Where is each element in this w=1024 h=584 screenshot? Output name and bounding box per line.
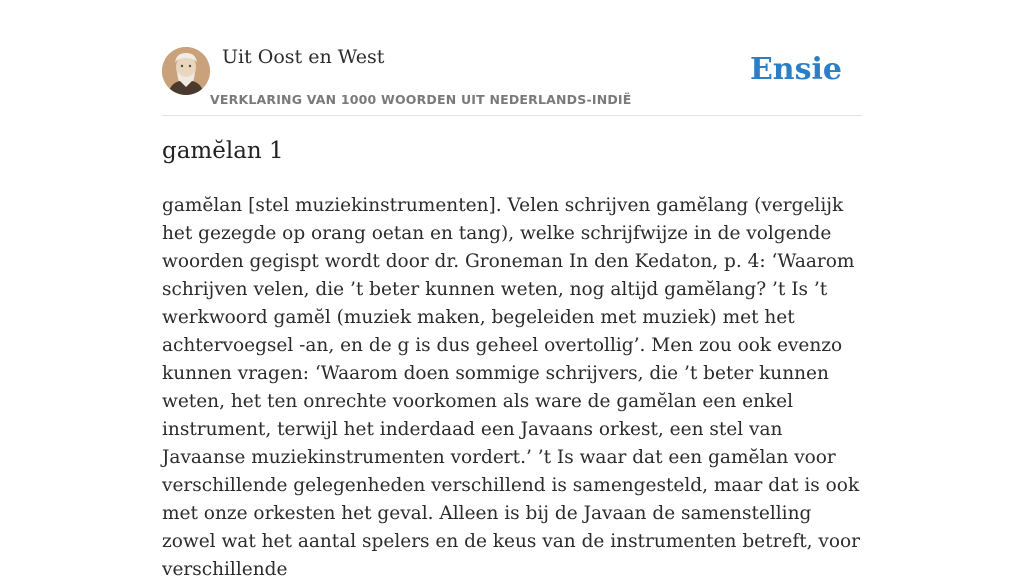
site-subtitle: VERKLARING VAN 1000 WOORDEN UIT NEDERLANDS-INDIË (210, 92, 632, 107)
site-title[interactable]: Uit Oost en West (222, 46, 385, 68)
entry-title: gamĕlan 1 (162, 138, 284, 164)
author-portrait-icon[interactable] (162, 47, 210, 95)
brand-logo[interactable]: Ensie (749, 52, 842, 87)
entry-body: gamĕlan [stel muziekinstrumenten]. Velen schrijven gamĕlang (vergelijk het gezegde op orang oetan en tang), welke schrijfwijze in de volgende woorden gegispt wordt door dr. Groneman In den Kedaton, p. 4: ‘Waarom schrijven velen, die ’t beter kunnen weten, nog altijd gamĕlang? ’t Is ’t werkwoord gamĕl (muziek maken, begeleiden met muziek) met het achtervoegsel -an, en de g is dus geheel overtollig’. Men zou ook evenzo kunnen vragen: ‘Waarom doen sommige schrijvers, die ’t beter kunnen weten, het ten onrechte voorkomen als ware de gamĕlan een enkel instrument, terwijl het inderdaad een Javaans orkest, een stel van Javaanse muziekinstrumenten vordert.’ ’t Is waar dat een gamĕlan voor verschillende gelegenheden verschillend is samengesteld, maar dat is ook met onze orkesten het geval. Alleen is bij de Javaan de samenstelling zowel wat het aantal spelers en de keus van de instrumenten betreft, voor verschillende (162, 195, 860, 580)
site-header (162, 44, 862, 116)
page (162, 0, 862, 580)
